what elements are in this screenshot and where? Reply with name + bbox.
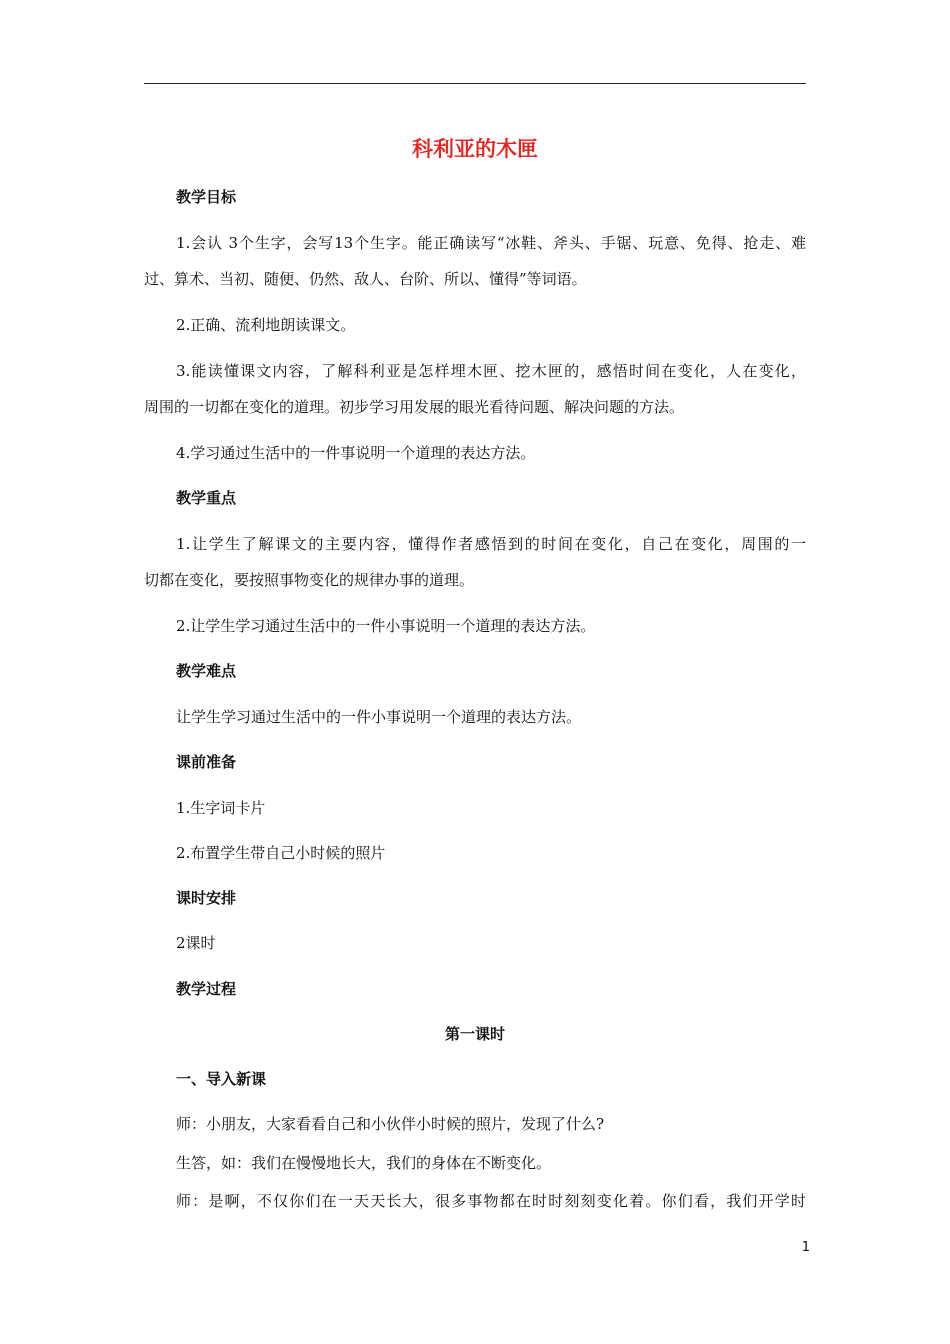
dialog-line-1: 师：小朋友，大家看看自己和小伙伴小时候的照片，发现了什么? xyxy=(176,1115,605,1133)
section-heading-difficulty: 教学难点 xyxy=(176,662,237,680)
header-rule xyxy=(144,83,806,84)
section-heading-preparation: 课前准备 xyxy=(176,753,237,771)
objective-1-line-2: 过、算术、当初、随便、仍然、敌人、台阶、所以、懂得”等词语。 xyxy=(144,270,587,288)
key-point-2: 2.让学生学习通过生活中的一件小事说明一个道理的表达方法。 xyxy=(176,617,596,635)
document-title: 科利亚的木匣 xyxy=(412,137,538,161)
dialog-line-2: 生答，如：我们在慢慢地长大，我们的身体在不断变化。 xyxy=(176,1154,552,1172)
key-point-1-line-2: 切都在变化，要按照事物变化的规律办事的道理。 xyxy=(144,571,475,589)
objective-4: 4.学习通过生活中的一件事说明一个道理的表达方法。 xyxy=(176,444,536,462)
preparation-item-2: 2.布置学生带自己小时候的照片 xyxy=(176,844,386,862)
schedule-text: 2课时 xyxy=(176,934,216,952)
key-point-1-line-1: 1.让学生了解课文的主要内容，懂得作者感悟到的时间在变化，自己在变化，周围的一 xyxy=(176,535,806,553)
lesson-1-heading: 第一课时 xyxy=(444,1025,505,1043)
part-1-heading: 一、导入新课 xyxy=(176,1070,267,1088)
page-number: 1 xyxy=(801,1240,810,1255)
section-heading-key-points: 教学重点 xyxy=(176,489,237,507)
dialog-line-3: 师：是啊，不仅你们在一天天长大，很多事物都在时时刻刻变化着。你们看，我们开学时 xyxy=(176,1192,806,1210)
objective-1-line-1: 1.会认 3个生字，会写13个生字。能正确读写“冰鞋、斧头、手锯、玩意、免得、抢走、难 xyxy=(176,234,806,252)
objective-2: 2.正确、流利地朗读课文。 xyxy=(176,316,356,334)
objective-3-line-1: 3.能读懂课文内容，了解科利亚是怎样埋木匣、挖木匣的，感悟时间在变化，人在变化， xyxy=(176,362,806,380)
section-heading-schedule: 课时安排 xyxy=(176,889,237,907)
objective-3-line-2: 周围的一切都在变化的道理。初步学习用发展的眼光看待问题、解决问题的方法。 xyxy=(144,398,685,416)
difficulty-text: 让学生学习通过生活中的一件小事说明一个道理的表达方法。 xyxy=(176,708,582,726)
section-heading-process: 教学过程 xyxy=(176,980,237,998)
section-heading-objectives: 教学目标 xyxy=(176,188,237,206)
preparation-item-1: 1.生字词卡片 xyxy=(176,799,266,817)
